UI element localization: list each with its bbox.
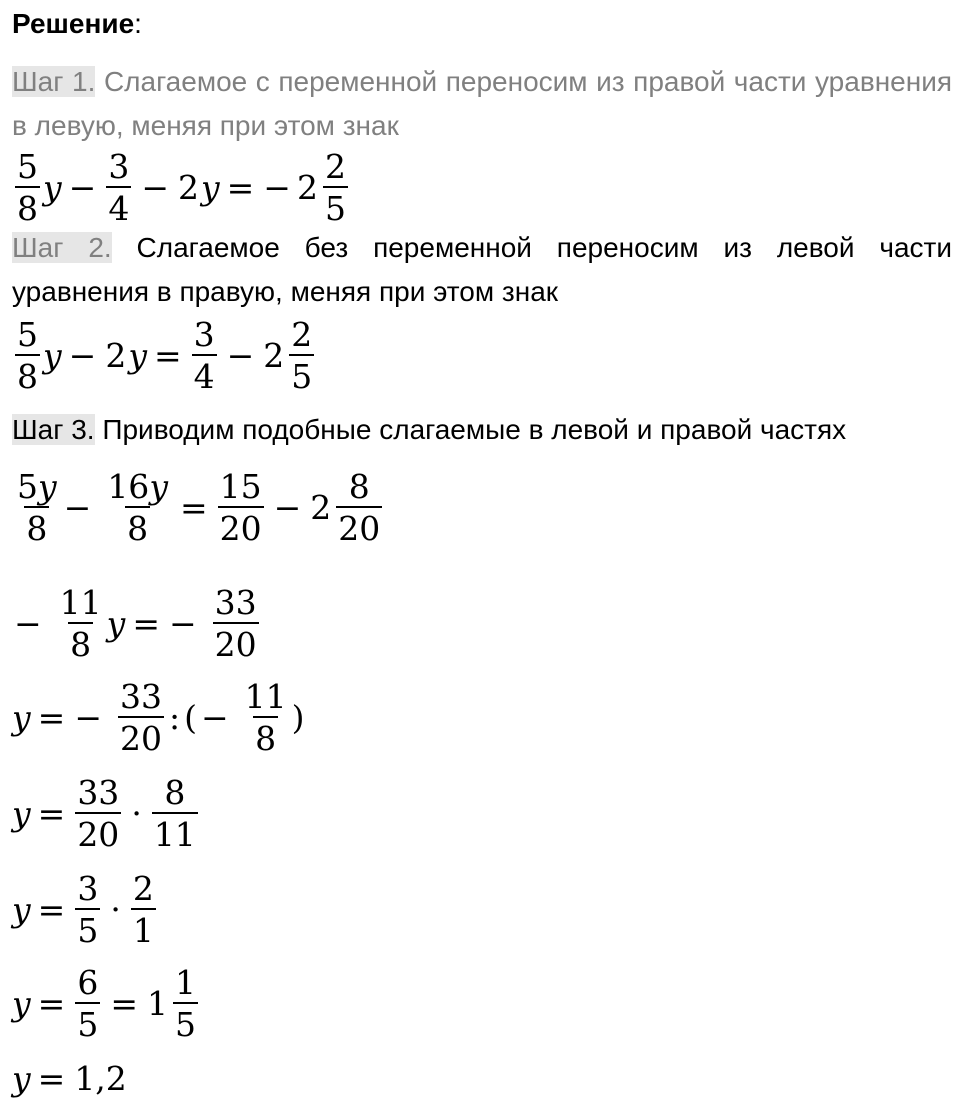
fraction: $\frac{33}{20}$ [214,583,257,664]
solution-title: Решение [12,8,135,39]
equation-7: y = $\frac{3}{5}$ · $\frac{2}{1}$ [12,869,154,950]
fraction: $\frac{5y}{8}$ [17,467,57,548]
fraction: $\frac{3}{5}$ [77,869,99,950]
fraction: $\frac{33}{20}$ [77,773,120,854]
step-1-text: Слагаемое с переменной переносим из правой части уравнения в левую, меняя при этом знак [12,66,953,141]
fraction: $\frac{6}{5}$ [77,963,99,1044]
fraction: $\frac{2}{5}$ [291,315,313,396]
equation-4: − $\frac{11}{8}$ y = − $\frac{33}{20}$ [14,583,257,664]
fraction: $\frac{3}{4}$ [193,315,215,396]
equation-2: $\frac{5}{8}$ y − 2 y = $\frac{3}{4}$ − 2 $\frac{2}{5}$ [17,315,313,396]
step-3-label: Шаг 3. [12,414,95,445]
equation-3: $\frac{5y}{8}$ − $\frac{16y}{8}$ = $\frac{15}{20}$ − 2 $\frac{8}{20}$ [17,467,381,548]
step-2 [12,226,952,314]
equation-1: $\frac{5}{8}$ y − $\frac{3}{4}$ − 2 y = − 2 $\frac{2}{5}$ [17,147,346,228]
equation-6: y = $\frac{33}{20}$ · $\frac{8}{11}$ [12,773,196,854]
fraction: $\frac{11}{8}$ [244,677,287,758]
step-2-text: Слагаемое без переменной переносим из левой части уравнения в правую, меняя при этом знак [12,232,952,307]
solution-title-colon: : [134,8,142,39]
fraction: $\frac{5}{8}$ [17,147,38,228]
solution-heading [12,6,142,42]
fraction: $\frac{8}{11}$ [153,773,196,854]
step-1 [12,60,952,148]
equation-8: y = $\frac{6}{5}$ = 1 $\frac{1}{5}$ [12,963,196,1044]
fraction: $\frac{15}{20}$ [219,467,262,548]
step-3-text: Приводим подобные слагаемые в левой и правой частях [94,414,847,445]
fraction: $\frac{16y}{8}$ [107,467,168,548]
step-1-label: Шаг 1. [12,66,96,97]
equation-5: y = − $\frac{33}{20}$ : ( − $\frac{11}{8}$ ) [12,677,305,758]
fraction: $\frac{5}{8}$ [17,315,38,396]
fraction: $\frac{1}{5}$ [174,963,196,1044]
fraction: $\frac{11}{8}$ [59,583,102,664]
fraction: $\frac{2}{1}$ [132,869,154,950]
final-answer: 1,2 [74,1059,127,1098]
fraction: $\frac{8}{20}$ [338,467,381,548]
step-3 [12,408,952,452]
fraction: $\frac{2}{5}$ [324,147,346,228]
step-2-label: Шаг 2. [12,232,112,263]
fraction: $\frac{33}{20}$ [119,677,162,758]
fraction: $\frac{3}{4}$ [108,147,130,228]
equation-9: y = 1,2 [12,1059,127,1098]
